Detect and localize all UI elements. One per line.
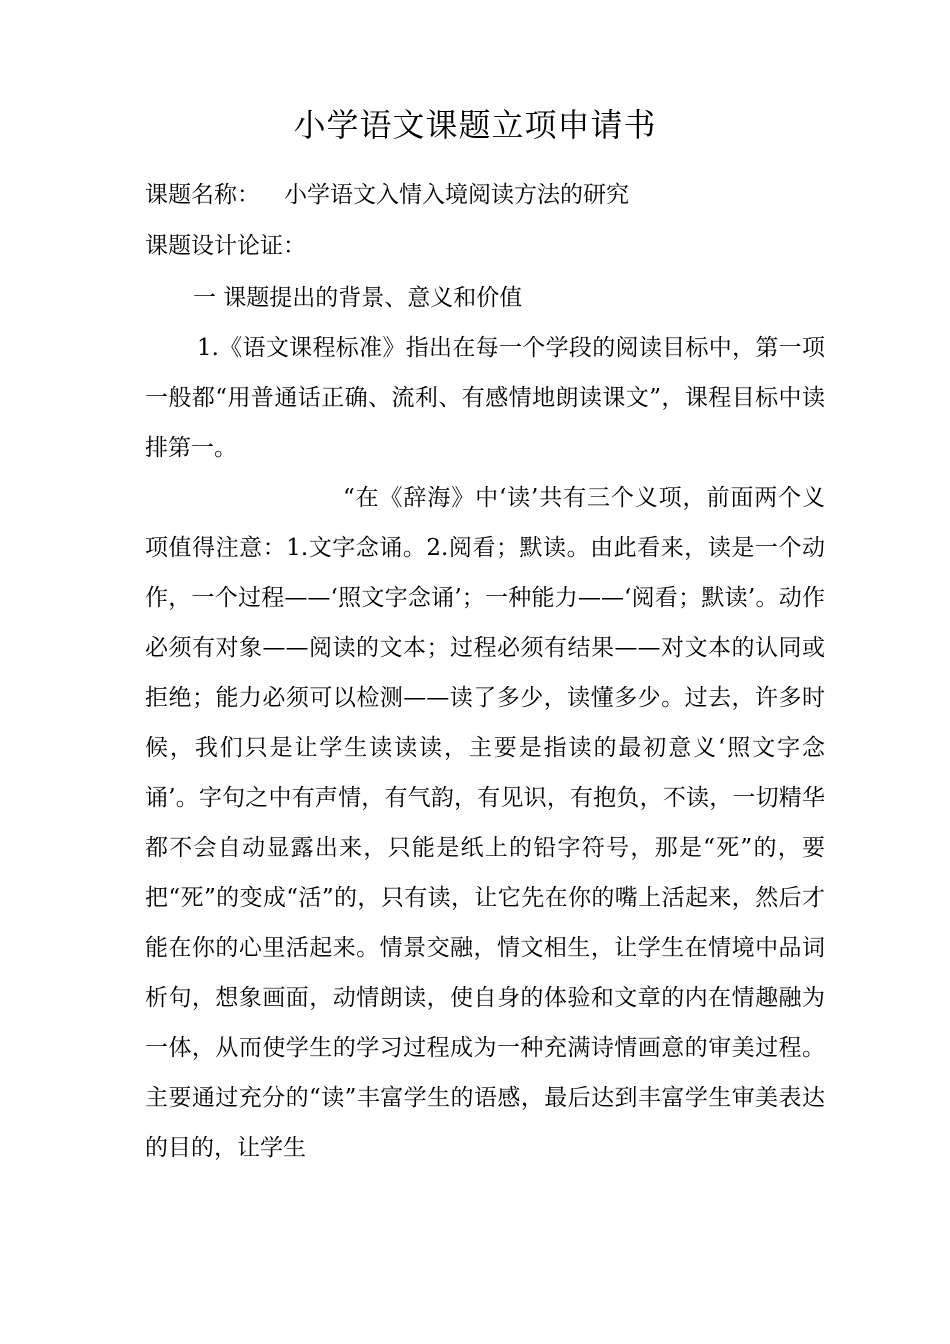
paragraph-curriculum-standard: 1.《语文课程标准》指出在每一个学段的阅读目标中，第一项一般都“用普通话正确、流利、有感情地朗读课文”，课程目标中读排第一。 — [145, 335, 825, 461]
topic-name-value: 小学语文入情入境阅读方法的研究 — [284, 182, 629, 208]
design-argument-label: 课题设计论证： — [145, 233, 306, 259]
document-title: 小学语文课题立项申请书 — [293, 106, 657, 144]
document-body — [145, 273, 825, 1173]
topic-name-label: 课题名称： — [145, 182, 260, 208]
paragraph-cihai-reading: “在《辞海》中‘读’共有三个义项，前面两个义项值得注意：1.文字念诵。2.阅看；默读。由此看来，读是一个动作，一个过程——‘照文字念诵’；一种能力——‘阅看；默读’。动作必须有对象——阅读的文本；过程必须有结果——对文本的认同或拒绝；能力必须可以检测——读了多少，读懂多少。过去，许多时候，我们只是让学生读读读，主要是指读的最初意义‘照文字念诵’。字句之中有声情，有气韵，有见识，有抱负，不读，一切精华都不会自动显露出来，只能是纸上的铅字符号，那是“死”的，要把“死”的变成“活”的，只有读，让它先在你的嘴上活起来，然后才能在你的心里活起来。情景交融，情文相生，让学生在情境中品词析句，想象画面，动情朗读，使自身的体验和文章的内在情趣融为一体，从而使学生的学习过程成为一种充满诗情画意的审美过程。主要通过充分的“读”丰富学生的语感，最后达到丰富学生审美表达的目的，让学生 — [145, 485, 825, 1161]
section-heading: 一 课题提出的背景、意义和价值 — [193, 285, 523, 311]
topic-name-field — [145, 180, 629, 210]
